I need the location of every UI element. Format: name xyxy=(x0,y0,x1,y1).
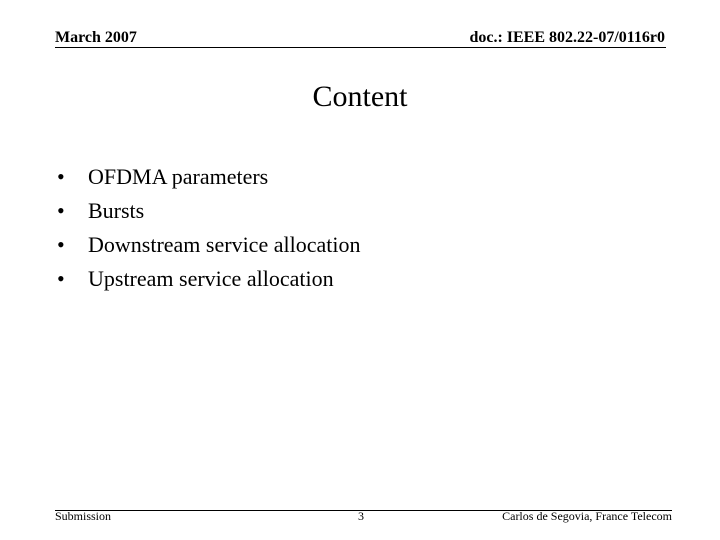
bullet-icon: • xyxy=(57,266,65,291)
bullet-text: Downstream service allocation xyxy=(88,232,361,257)
bullet-text: Bursts xyxy=(88,198,145,223)
footer-author: Carlos de Segovia, France Telecom xyxy=(502,509,672,523)
page-number: 3 xyxy=(358,509,364,523)
header-doc-id: doc.: IEEE 802.22-07/0116r0 xyxy=(469,29,665,46)
bullet-icon: • xyxy=(57,164,65,189)
bullet-icon: • xyxy=(57,232,65,257)
bullet-text: OFDMA parameters xyxy=(88,164,269,189)
bullet-text: Upstream service allocation xyxy=(88,266,334,291)
footer-submission: Submission xyxy=(55,509,112,523)
header-date: March 2007 xyxy=(55,29,137,46)
header-divider xyxy=(55,47,666,48)
slide-title: Content xyxy=(312,80,408,113)
bullet-item xyxy=(57,194,360,228)
bullet-list xyxy=(57,160,360,296)
bullet-item xyxy=(57,228,360,262)
bullet-item xyxy=(57,160,360,194)
bullet-item xyxy=(57,262,360,296)
bullet-icon: • xyxy=(57,198,65,223)
